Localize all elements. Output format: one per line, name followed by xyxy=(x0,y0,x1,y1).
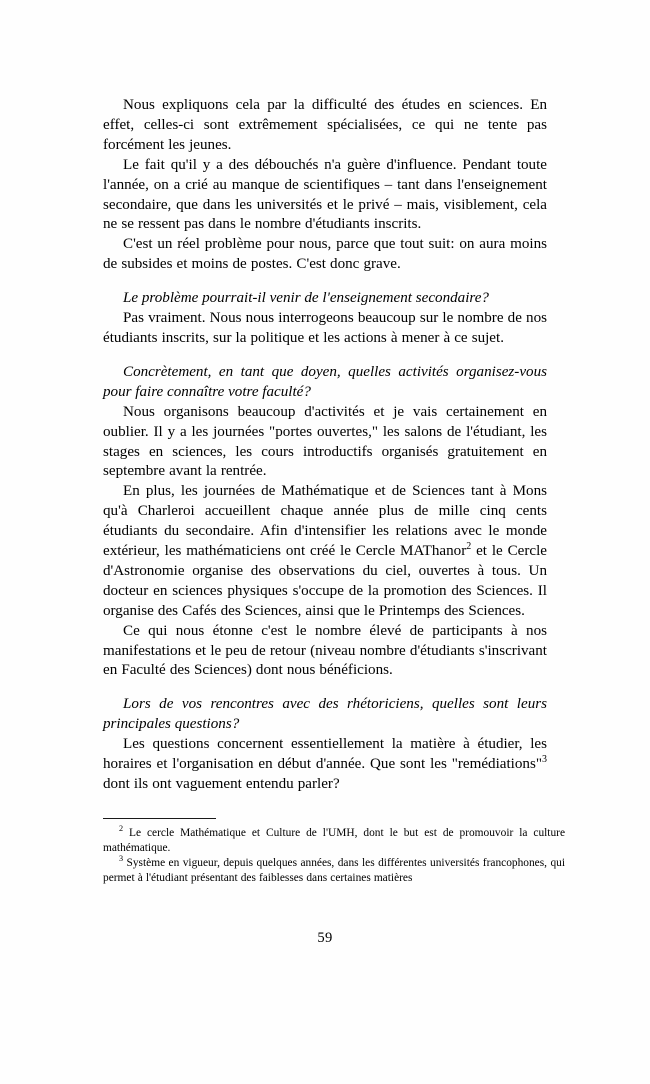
page-number: 59 xyxy=(317,930,333,946)
paragraph-spacer xyxy=(103,681,547,695)
interview-question: Lors de vos rencontres avec des rhétoriciens, quelles sont leurs principales questions? xyxy=(103,696,547,733)
paragraph-spacer xyxy=(103,275,547,289)
footnote-text: Système en vigueur, depuis quelques années, dans les différentes universités francophones, qui permet à l'étudiant présentant des faiblesses dans certaines matières xyxy=(103,857,565,884)
footnote-marker-3: 3 xyxy=(119,854,124,864)
footnote-reference-3: 3 xyxy=(542,754,547,766)
paragraph: Nous organisons beaucoup d'activités et je vais certainement en oublier. Il y a les journées "portes ouvertes," les salons de l'étudiant, les stages en sciences, les cours introductifs organisés gratuitement en septembre avant la rentrée. xyxy=(103,403,547,480)
paragraph: Le fait qu'il y a des débouchés n'a guère d'influence. Pendant toute l'année, on a crié au manque de scientifiques – tant dans l'enseignement secondaire, que dans les universités et le privé – mais, visiblement, cela ne se ressent pas dans le nombre d'étudiants inscrits. xyxy=(103,156,547,233)
footnote-reference-2: 2 xyxy=(466,541,472,552)
paragraph-text-before-note: Les questions concernent essentiellement la matière à étudier, les horaires et l'organisation en début d'année. Que sont les "remédiations" xyxy=(103,736,547,773)
footnote-item xyxy=(103,826,565,856)
footnote-text: Le cercle Mathématique et Culture de l'UMH, dont le but est de promouvoir la culture mathématique. xyxy=(103,827,566,854)
paragraph-spacer xyxy=(103,349,547,363)
footnote-marker-2: 2 xyxy=(119,824,124,834)
paragraph: Ce qui nous étonne c'est le nombre élevé de participants à nos manifestations et le peu de retour (niveau nombre d'étudiants s'inscrivant en Faculté des Sciences) dont nous bénéficions. xyxy=(103,622,547,679)
paragraph-text-after-note: et le Cercle d'Astronomie organise des observations du ciel, ouvertes à tous. Un docteur en sciences physiques s'occupe de la promotion des Sciences. Il organise des Cafés des Sciences, ainsi que le Printemps des Sciences. xyxy=(103,543,547,619)
interview-question: Le problème pourrait-il venir de l'enseignement secondaire? xyxy=(123,290,489,307)
footnote-separator-rule xyxy=(103,818,216,819)
paragraph-with-footnote-ref xyxy=(103,482,547,621)
interview-question: Concrètement, en tant que doyen, quelles activités organisez-vous pour faire connaître votre faculté? xyxy=(103,363,547,400)
paragraph-text-after-note: dont ils ont vaguement entendu parler? xyxy=(103,776,340,792)
paragraph: C'est un réel problème pour nous, parce que tout suit: on aura moins de subsides et moins de postes. C'est donc grave. xyxy=(103,236,547,273)
footnote-item xyxy=(103,856,565,886)
page-body-text xyxy=(103,96,547,795)
paragraph: Nous expliquons cela par la difficulté des études en sciences. En effet, celles-ci sont extrêmement spécialisées, ce qui ne tente pas forcément les jeunes. xyxy=(103,97,547,153)
paragraph-with-footnote-ref xyxy=(103,735,547,795)
paragraph: Pas vraiment. Nous nous interrogeons beaucoup sur le nombre de nos étudiants inscrits, sur la politique et les actions à mener à ce sujet. xyxy=(103,310,547,346)
paragraph-text-before-note: En plus, les journées de Mathématique et de Sciences tant à Mons qu'à Charleroi accueillent chaque année plus de mille cinq cents étudiants du secondaire. Afin d'intensifier les relations avec le monde extérieur, les mathématiciens ont créé le Cercle MAThanor xyxy=(103,483,547,560)
footnote-section xyxy=(103,818,565,886)
